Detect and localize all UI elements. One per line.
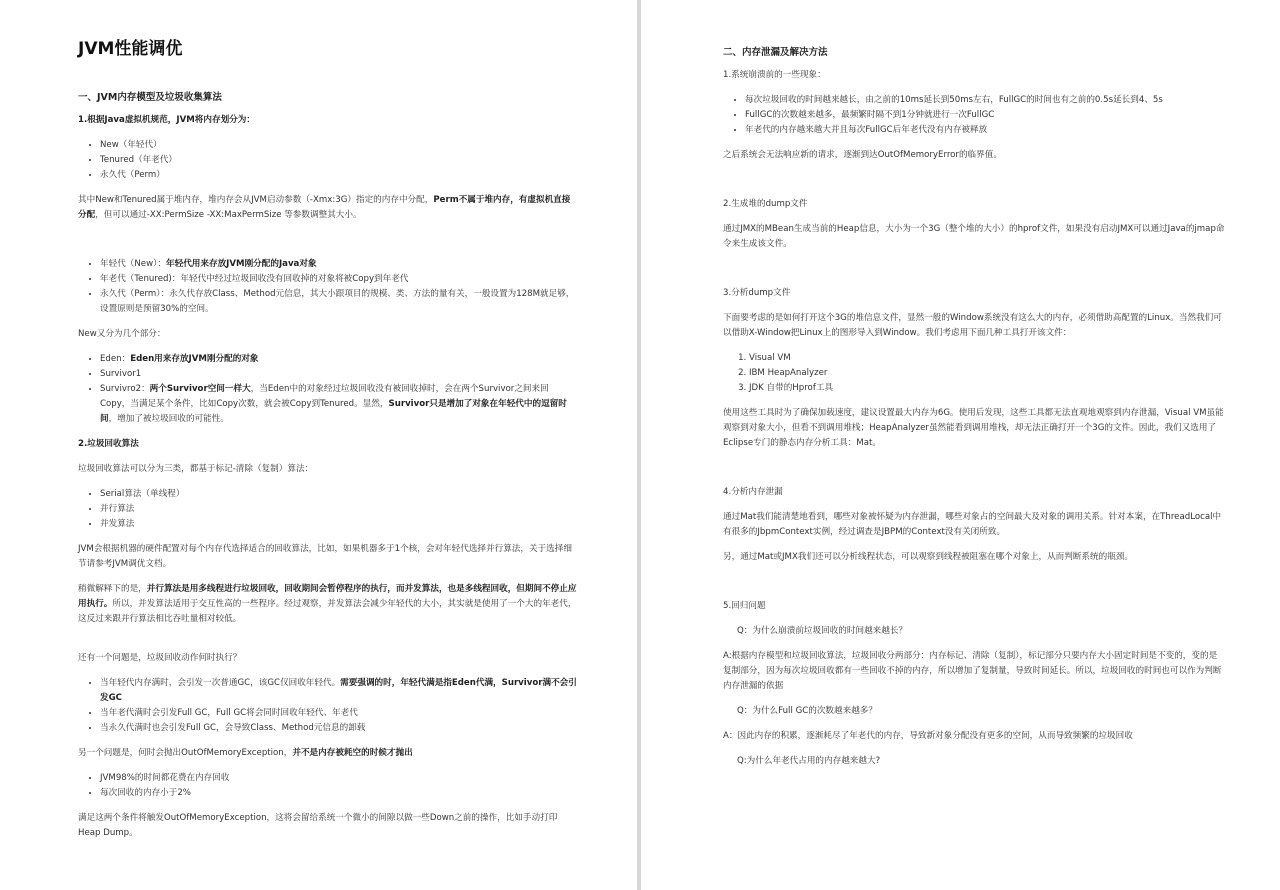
- question-1: Q：为什么崩溃前垃圾回收的时间越来越长？: [737, 626, 908, 636]
- symptoms-title: 1.系统崩溃前的一些现象：: [723, 70, 826, 80]
- list-item: 1. Visual VM: [749, 351, 1225, 366]
- oom-question: 另一个问题是，何时会抛出OutOfMemoryException，并不是内存被耗空的时候才抛出: [78, 748, 413, 758]
- section-heading-memory-leak: 二、内存泄漏及解决方法: [723, 47, 828, 58]
- memory-regions-list: [78, 138, 577, 183]
- list-item: • Survivro2：两个Survivor空间一样大，当Eden中的对象经过垃圾回收没有被回收掉时，会在两个Survivor之间来回Copy，当满足某个条件，比如Copy次数，就会被Copy到Tenured。显然，Survivor只是增加了对象在年轻代中的逗留时间，增加了被垃圾回收的可能性。: [100, 382, 577, 427]
- leak-analysis-paragraph: 通过Mat我们能清楚地看到，哪些对象被怀疑为内存泄漏，哪些对象占的空间最大及对象的调用关系。针对本案，在ThreadLocal中有很多的JbpmContext实例，经过调查是JBPM的Context没有关闭所致。: [723, 512, 1222, 537]
- tools-list: [723, 351, 1225, 396]
- leak-analysis-title: 4.分析内存泄漏: [723, 487, 783, 497]
- subheading-memory-division: 1.根据Java虚拟机规范，JVM将内存划分为：: [78, 115, 255, 125]
- answer-2: A：因此内存的积累，逐渐耗尽了年老代的内存，导致新对象分配没有更多的空间，从而导致频繁的垃圾回收: [723, 731, 1133, 741]
- gc-timing-list: [78, 676, 577, 736]
- list-item: • 当年老代满时会引发Full GC，Full GC将会同时回收年轻代、年老代: [100, 706, 577, 721]
- list-item: • 当永久代满时也会引发Full GC，会导致Class、Method元信息的卸载: [100, 721, 577, 736]
- question-3: Q:为什么年老代占用的内存越来越大?: [737, 756, 881, 766]
- parallel-concurrent-paragraph: 稍微解释下的是，并行算法是用多线程进行垃圾回收，回收期间会暂停程序的执行，而并发算法，也是多线程回收，但期间不停止应用执行。所以，并发算法适用于交互性高的一些程序。经过观察，并发算法会减少年轻代的大小，其实就是使用了一个大的年老代，这反过来跟并行算法相比吞吐量相对较低。: [78, 584, 577, 624]
- subheading-gc-algorithms: 2.垃圾回收算法: [78, 439, 139, 449]
- symptoms-list: [723, 93, 1225, 138]
- list-item: • 永久代（Perm）：永久代存放Class、Method元信息，其大小跟项目的规模、类、方法的量有关，一般设置为128M就足够，设置原则是预留30%的空间。: [100, 287, 577, 317]
- list-item: • JVM98%的时间都花费在内存回收: [100, 771, 577, 786]
- answer-1: A:根据内存模型和垃圾回收算法，垃圾回收分两部分：内存标记、清除（复制），标记部分只要内存大小固定时间是不变的，变的是复制部分，因为每次垃圾回收都有一些回收不掉的内存，所以增加了复制量，导致时间延长。所以，垃圾回收的时间也可以作为判断内存泄漏的依据: [723, 651, 1222, 691]
- dump-paragraph: 通过JMX的MBean生成当前的Heap信息，大小为一个3G（整个堆的大小）的hprof文件，如果没有启动JMX可以通过Java的jmap命令来生成该文件。: [723, 224, 1225, 249]
- new-intro: New又分为几个部分：: [78, 329, 166, 339]
- list-item: • Eden：Eden用来存放JVM刚分配的对象: [100, 352, 577, 367]
- list-item: • Tenured（年老代）: [100, 153, 577, 168]
- list-item: • Serial算法（单线程）: [100, 487, 577, 502]
- document-page-left: [0, 0, 637, 890]
- analyze-dump-paragraph: 下面要考虑的是如何打开这个3G的堆信息文件，显然一般的Window系统没有这么大的内存，必须借助高配置的Linux。当然我们可以借助X-Window把Linux上的图形导入到Window。我们考虑用下面几种工具打开该文件：: [723, 313, 1222, 338]
- list-item: • 永久代（Perm）: [100, 168, 577, 183]
- review-title: 5.回归问题: [723, 601, 766, 611]
- thread-analysis-paragraph: 另，通过Mat或JMX我们还可以分析线程状态，可以观察到线程被阻塞在哪个对象上，从而判断系统的瓶颈。: [723, 552, 1134, 562]
- dump-title: 2.生成堆的dump文件: [723, 199, 808, 209]
- oom-final-paragraph: 满足这两个条件将触发OutOfMemoryException，这将会留给系统一个微小的间隙以做一些Down之前的操作，比如手动打印Heap Dump。: [78, 813, 558, 838]
- list-item: • 年轻代（New）：年轻代用来存放JVM刚分配的Java对象: [100, 257, 577, 272]
- oom-conditions-list: [78, 771, 577, 801]
- list-item: • Survivor1: [100, 367, 577, 382]
- heap-paragraph: 其中New和Tenured属于堆内存，堆内存会从JVM启动参数（-Xmx:3G）指定的内存中分配，Perm不属于堆内存，有虚拟机直接分配，但可以通过-XX:PermSize -XX:MaxPermSize 等参数调整其大小。: [78, 195, 571, 220]
- list-item: • 并发算法: [100, 517, 577, 532]
- list-item: • 每次回收的内存小于2%: [100, 786, 577, 801]
- gc-timing-question: 还有一个问题是，垃圾回收动作何时执行？: [78, 653, 242, 663]
- tools-paragraph: 使用这些工具时为了确保加载速度，建议设置最大内存为6G。使用后发现，这些工具都无法直观地观察到内存泄漏，Visual VM虽能观察到对象大小，但看不到调用堆栈；HeapAnalyzer虽然能看到调用堆栈，却无法正确打开一个3G的文件。因此，我们又选用了Eclipse专门的静态内存分析工具：Mat。: [723, 408, 1224, 448]
- list-item: • 年老代的内存越来越大并且每次FullGC后年老代没有内存被释放: [745, 123, 1225, 138]
- list-item: 2. IBM HeapAnalyzer: [749, 366, 1225, 381]
- gc-algorithm-list: [78, 487, 577, 532]
- document-page-right: [641, 0, 1280, 890]
- analyze-dump-title: 3.分析dump文件: [723, 288, 791, 298]
- region-detail-list: [78, 257, 577, 317]
- section-heading-memory-model: 一、JVM内存模型及垃圾收集算法: [78, 92, 222, 103]
- new-parts-list: [78, 352, 577, 427]
- list-item: 3. JDK 自带的Hprof工具: [749, 381, 1225, 396]
- list-item: • New（年轻代）: [100, 138, 577, 153]
- document-title: JVM性能调优: [78, 39, 183, 59]
- symptoms-tail: 之后系统会无法响应新的请求，逐渐到达OutOfMemoryError的临界值。: [723, 150, 1002, 160]
- list-item: • 每次垃圾回收的时间越来越长，由之前的10ms延长到50ms左右，FullGC的时间也有之前的0.5s延长到4、5s: [745, 93, 1225, 108]
- list-item: • 年老代（Tenured)：年轻代中经过垃圾回收没有回收掉的对象将被Copy到年老代: [100, 272, 577, 287]
- list-item: • 并行算法: [100, 502, 577, 517]
- question-2: Q：为什么Full GC的次数越来越多？: [737, 706, 877, 716]
- list-item: • FullGC的次数越来越多，最频繁时隔不到1分钟就进行一次FullGC: [745, 108, 1225, 123]
- list-item: • 当年轻代内存满时，会引发一次普通GC，该GC仅回收年轻代。需要强调的时，年轻代满是指Eden代满，Survivor满不会引发GC: [100, 676, 577, 706]
- gc-intro: 垃圾回收算法可以分为三类，都基于标记-清除（复制）算法：: [78, 464, 314, 474]
- gc-selection-paragraph: JVM会根据机器的硬件配置对每个内存代选择适合的回收算法，比如，如果机器多于1个核，会对年轻代选择并行算法，关于选择细节请参考JVM调优文档。: [78, 544, 572, 569]
